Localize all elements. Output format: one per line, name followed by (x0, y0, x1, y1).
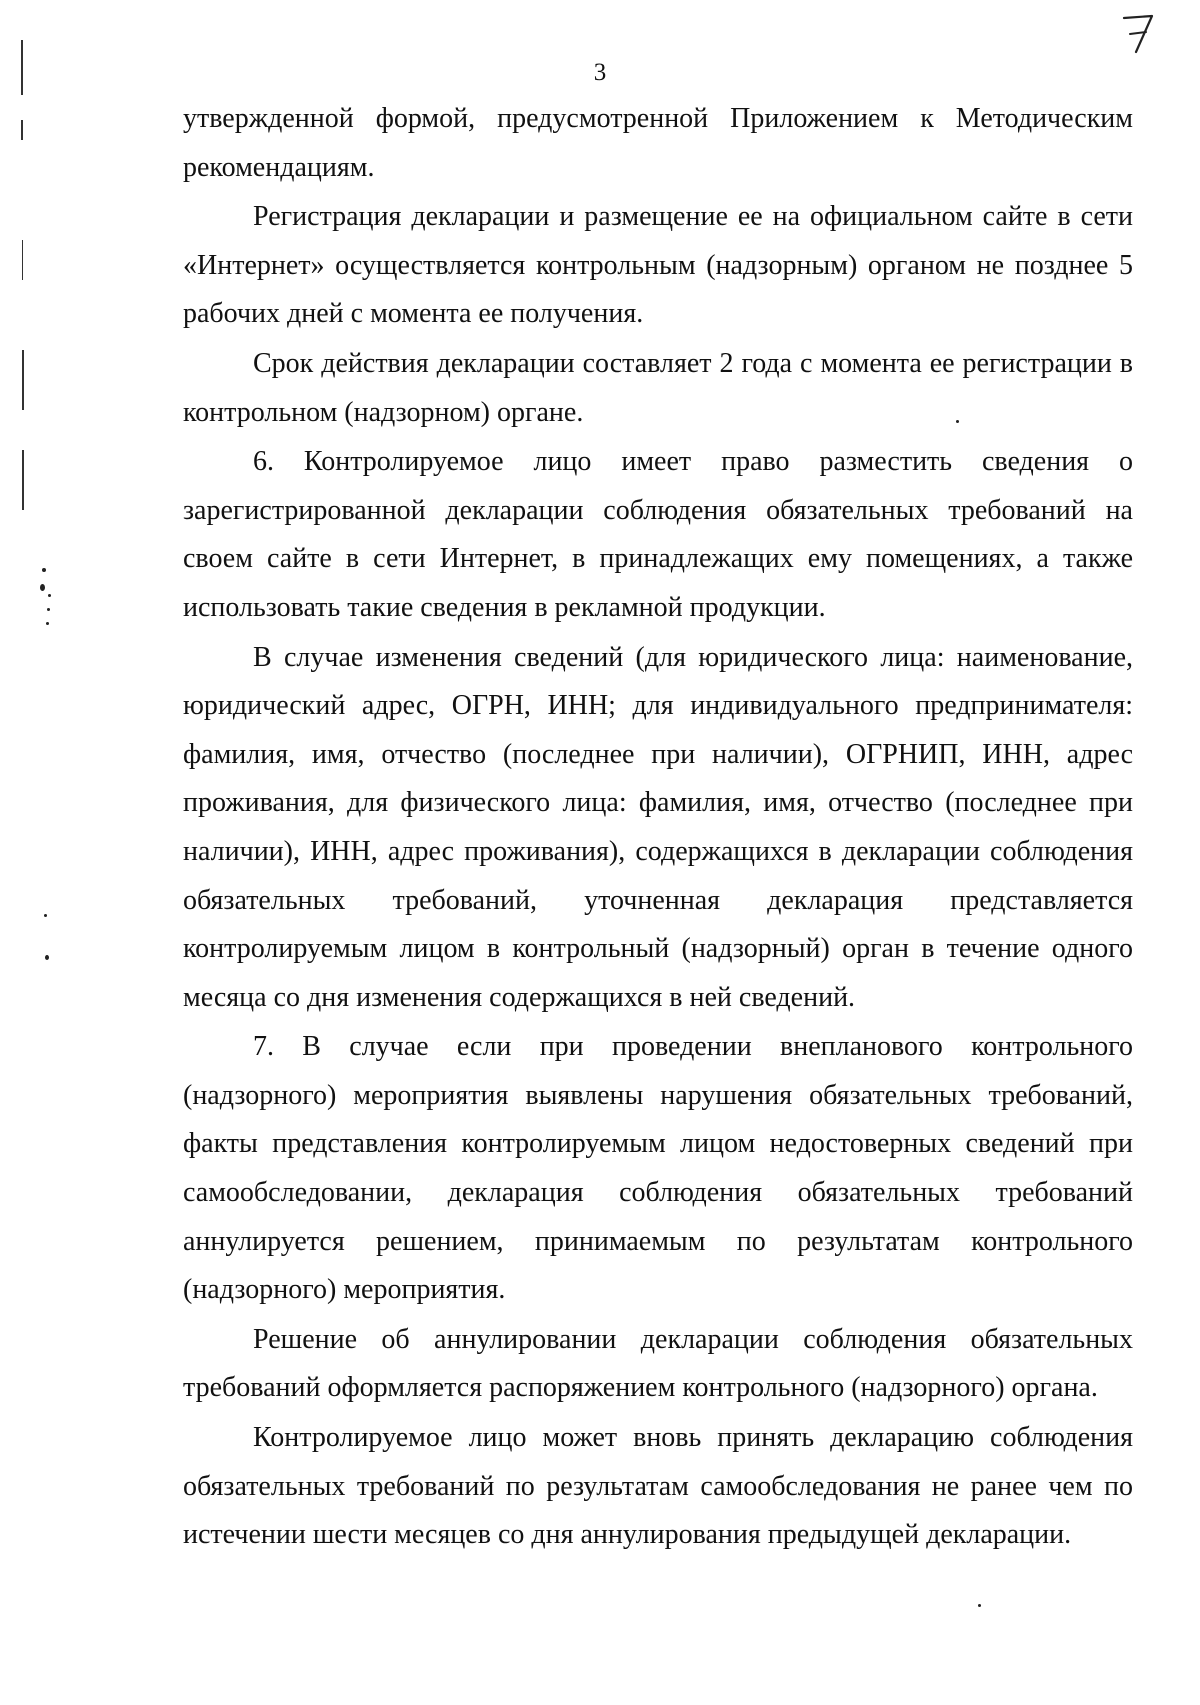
scan-speck (46, 622, 49, 625)
scan-margin-artifacts (0, 0, 60, 1705)
scan-speck (956, 420, 959, 423)
scan-speck (42, 568, 46, 572)
scan-edge-line (22, 240, 23, 280)
scan-speck (40, 584, 45, 591)
paragraph: 6. Контролируемое лицо имеет право разместить сведения о зарегистрированной декларации соблюдения обязательных требований на своем сайте в сети Интернет, в принадлежащих ему помещениях, а также использовать такие сведения в рекламной продукции. (183, 446, 1133, 623)
paragraph: 7. В случае если при проведении внепланового контрольного (надзорного) мероприятия выявлены нарушения обязательных требований, факты представления контролируемым лицом недостоверных сведений при самообследовании, декларация соблюдения обязательных требований аннулируется решением, принимаемым по результатам контрольного (надзорного) мероприятия. (183, 1031, 1133, 1306)
scan-speck (47, 608, 50, 611)
scan-speck (45, 955, 49, 960)
paragraph: Контролируемое лицо может вновь принять декларацию соблюдения обязательных требований по результатам самообследования не ранее чем по истечении шести месяцев со дня аннулирования предыдущей декларации. (183, 1422, 1133, 1551)
scan-speck (44, 914, 47, 917)
document-body (183, 95, 1133, 1560)
handwritten-page-mark (1118, 8, 1158, 58)
paragraph: В случае изменения сведений (для юридического лица: наименование, юридический адрес, ОГРН, ИНН; для индивидуального предпринимателя: фамилия, имя, отчество (последнее при наличии), ОГРНИП, ИНН, адрес проживания, для физического лица: фамилия, имя, отчество (последнее при наличии), ИНН, адрес проживания), содержащихся в декларации соблюдения обязательных требований, уточненная декларация представляется контролируемым лицом в контрольный (надзорный) орган в течение одного месяца со дня изменения содержащихся в ней сведений. (183, 641, 1133, 1013)
paragraph: утвержденной формой, предусмотренной Приложением к Методическим рекомендациям. (183, 103, 1133, 183)
scan-edge-line (22, 350, 24, 410)
paragraph: Решение об аннулировании декларации соблюдения обязательных требований оформляется распоряжением контрольного (надзорного) органа. (183, 1323, 1133, 1404)
paragraph: Регистрация декларации и размещение ее на официальном сайте в сети «Интернет» осуществляется контрольным (надзорным) органом не позднее 5 рабочих дней с момента ее получения. (183, 201, 1133, 330)
page-number: 3 (593, 59, 607, 86)
scan-edge-line (22, 450, 24, 510)
scan-edge-line (21, 120, 23, 140)
scan-speck (978, 1604, 981, 1607)
scan-speck (48, 594, 51, 597)
paragraph: Срок действия декларации составляет 2 года с момента ее регистрации в контрольном (надзорном) органе. (183, 347, 1133, 428)
